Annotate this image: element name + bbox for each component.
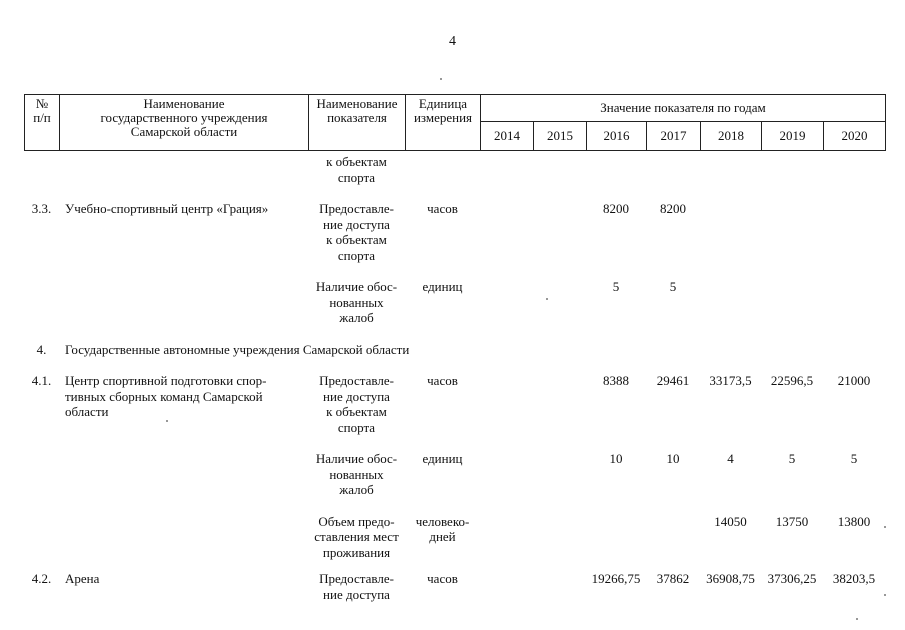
- scan-speck: [884, 594, 886, 596]
- indicator-line: Предоставле-: [319, 201, 394, 216]
- indicator-name: [308, 451, 405, 498]
- value-2019: [761, 201, 823, 263]
- value-2015: [533, 154, 586, 185]
- institution-name-line: Арена: [65, 571, 100, 586]
- row-number: 4.1.: [31, 373, 52, 388]
- institution-name-line: Учебно-спортивный центр «Грация»: [65, 201, 269, 216]
- header-year: 2016: [587, 122, 647, 151]
- value-2017: [646, 154, 700, 185]
- unit: часов: [427, 571, 458, 586]
- indicator-line: ставления мест: [314, 529, 399, 544]
- value-2019: [761, 154, 823, 185]
- value-2016: 5: [612, 279, 620, 294]
- value-2017: 10: [666, 451, 680, 466]
- value-2014: [480, 373, 533, 435]
- institution-name: [59, 154, 308, 185]
- unit-line: человеко-: [415, 513, 470, 529]
- row-number: [24, 154, 59, 185]
- header-col-number: [25, 95, 60, 151]
- value-2020: 13800: [837, 513, 871, 529]
- section-title: Государственные автономные учреждения Самарской области: [65, 341, 410, 357]
- value-2018: [700, 279, 761, 326]
- table-row: [24, 571, 885, 602]
- institution-name: [59, 451, 308, 498]
- header-year: 2018: [701, 122, 762, 151]
- value-2018: [700, 201, 761, 263]
- header-text: №: [35, 96, 49, 111]
- value-2015: [533, 201, 586, 263]
- institution-name-line: тивных сборных команд Самарской: [65, 388, 263, 404]
- indicator-name: [308, 514, 405, 561]
- header-col-indicator: [309, 95, 406, 151]
- value-2018: 4: [727, 451, 734, 466]
- indicator-line: Наличие обос-: [315, 451, 398, 466]
- unit: часов: [427, 201, 458, 216]
- header-text: Единица: [418, 96, 468, 111]
- scan-speck: [546, 298, 548, 300]
- scan-speck: [440, 78, 442, 80]
- value-2015: [533, 514, 586, 561]
- row-number: [24, 451, 59, 498]
- value-2015: [533, 279, 586, 326]
- value-2014: [480, 571, 533, 602]
- value-2015: [533, 373, 586, 435]
- header-text: измерения: [413, 110, 473, 125]
- header-text: Наименование: [143, 96, 225, 111]
- value-2017: 5: [669, 279, 677, 294]
- unit: [405, 154, 480, 185]
- institution-name: [59, 571, 308, 602]
- value-2019: 5: [788, 451, 796, 466]
- table-row: [24, 201, 885, 263]
- page-number: 4: [449, 34, 456, 49]
- value-2016: 8200: [603, 201, 629, 216]
- indicator-name: [308, 154, 405, 185]
- scan-speck: [856, 618, 858, 620]
- value-2017: 8200: [660, 201, 686, 216]
- header-year: 2015: [534, 122, 587, 151]
- indicator-line: ние доступа: [323, 216, 390, 232]
- header-year: 2017: [647, 122, 701, 151]
- value-2020: [823, 154, 885, 185]
- value-2019: 13750: [775, 513, 809, 529]
- value-2017: 37862: [656, 571, 690, 586]
- table-row: [24, 451, 885, 498]
- header-col-values-title: Значение показателя по годам: [481, 95, 886, 122]
- indicator-line: Предоставле-: [319, 373, 394, 388]
- value-2014: [480, 154, 533, 185]
- indicator-line: Объем предо-: [318, 513, 395, 529]
- indicator-line: спорта: [337, 169, 376, 185]
- indicator-line: к объектам: [326, 154, 387, 169]
- institution-name: [59, 201, 308, 263]
- header-text: государственного учреждения: [100, 110, 268, 125]
- indicator-line: Наличие обос-: [315, 279, 398, 294]
- value-2018: [700, 154, 761, 185]
- indicator-line: ние доступа: [323, 388, 390, 404]
- table-row: [24, 154, 885, 185]
- value-2019: 22596,5: [770, 373, 814, 388]
- header-text: Наименование: [316, 96, 398, 111]
- institution-name-line: области: [65, 404, 109, 419]
- institution-name-line: Центр спортивной подготовки спор-: [65, 373, 267, 388]
- indicator-name: [308, 279, 405, 326]
- indicator-line: нованных: [329, 294, 384, 310]
- indicator-line: спорта: [337, 419, 376, 435]
- scan-speck: [884, 526, 886, 528]
- table-row: [24, 279, 885, 326]
- value-2020: 21000: [837, 373, 871, 388]
- value-2020: 38203,5: [832, 571, 876, 586]
- unit: единиц: [422, 279, 463, 294]
- value-2014: [480, 451, 533, 498]
- unit: единиц: [422, 451, 463, 466]
- indicator-line: к объектам: [326, 232, 387, 247]
- value-2016: 8388: [603, 373, 629, 388]
- value-2019: 37306,25: [767, 571, 817, 586]
- header-col-institution: [60, 95, 309, 151]
- indicator-line: ние доступа: [323, 586, 390, 602]
- indicator-line: нованных: [329, 466, 384, 482]
- header-text: п/п: [33, 110, 51, 125]
- value-2015: [533, 571, 586, 602]
- indicator-line: жалоб: [339, 310, 374, 325]
- institution-name: [59, 514, 308, 561]
- value-2016: 19266,75: [591, 571, 641, 586]
- section-number: 4.: [36, 341, 47, 357]
- value-2014: [480, 279, 533, 326]
- value-2016: [586, 154, 646, 185]
- institution-name: [59, 279, 308, 326]
- table-row: [24, 514, 885, 561]
- indicator-name: [308, 373, 405, 435]
- header-year: 2020: [824, 122, 886, 151]
- header-year: 2014: [481, 122, 534, 151]
- value-2015: [533, 451, 586, 498]
- row-number: 4.2.: [31, 571, 52, 586]
- row-number: [24, 279, 59, 326]
- unit-line: дней: [429, 529, 456, 544]
- value-2020: [823, 279, 885, 326]
- indicator-line: жалоб: [339, 482, 374, 497]
- value-2014: [480, 201, 533, 263]
- institution-name: [59, 373, 308, 435]
- value-2018: 33173,5: [709, 373, 752, 388]
- value-2018: 36908,75: [706, 571, 755, 586]
- scan-speck: [166, 420, 168, 422]
- indicator-line: спорта: [337, 247, 376, 263]
- header-col-unit: [406, 95, 481, 151]
- unit: часов: [427, 373, 458, 388]
- section-row: [24, 342, 885, 358]
- table-header: [24, 94, 886, 151]
- table-body: [24, 154, 885, 602]
- value-2018: 14050: [714, 513, 747, 529]
- header-text: Самарской области: [130, 124, 238, 139]
- indicator-line: проживания: [322, 544, 391, 560]
- row-number: 3.3.: [31, 201, 52, 216]
- indicator-name: [308, 571, 405, 602]
- table-row: [24, 373, 885, 435]
- value-2020: 5: [850, 451, 858, 466]
- value-2019: [761, 279, 823, 326]
- value-2014: [480, 514, 533, 561]
- value-2016: 10: [609, 451, 623, 466]
- unit: [405, 514, 480, 561]
- indicator-line: к объектам: [326, 404, 387, 419]
- value-2017: [646, 514, 700, 561]
- row-number: [24, 514, 59, 561]
- value-2017: 29461: [656, 373, 690, 388]
- value-2020: [823, 201, 885, 263]
- value-2016: [586, 514, 646, 561]
- indicator-name: [308, 201, 405, 263]
- indicator-line: Предоставле-: [319, 571, 394, 586]
- header-text: показателя: [327, 110, 387, 125]
- header-year: 2019: [762, 122, 824, 151]
